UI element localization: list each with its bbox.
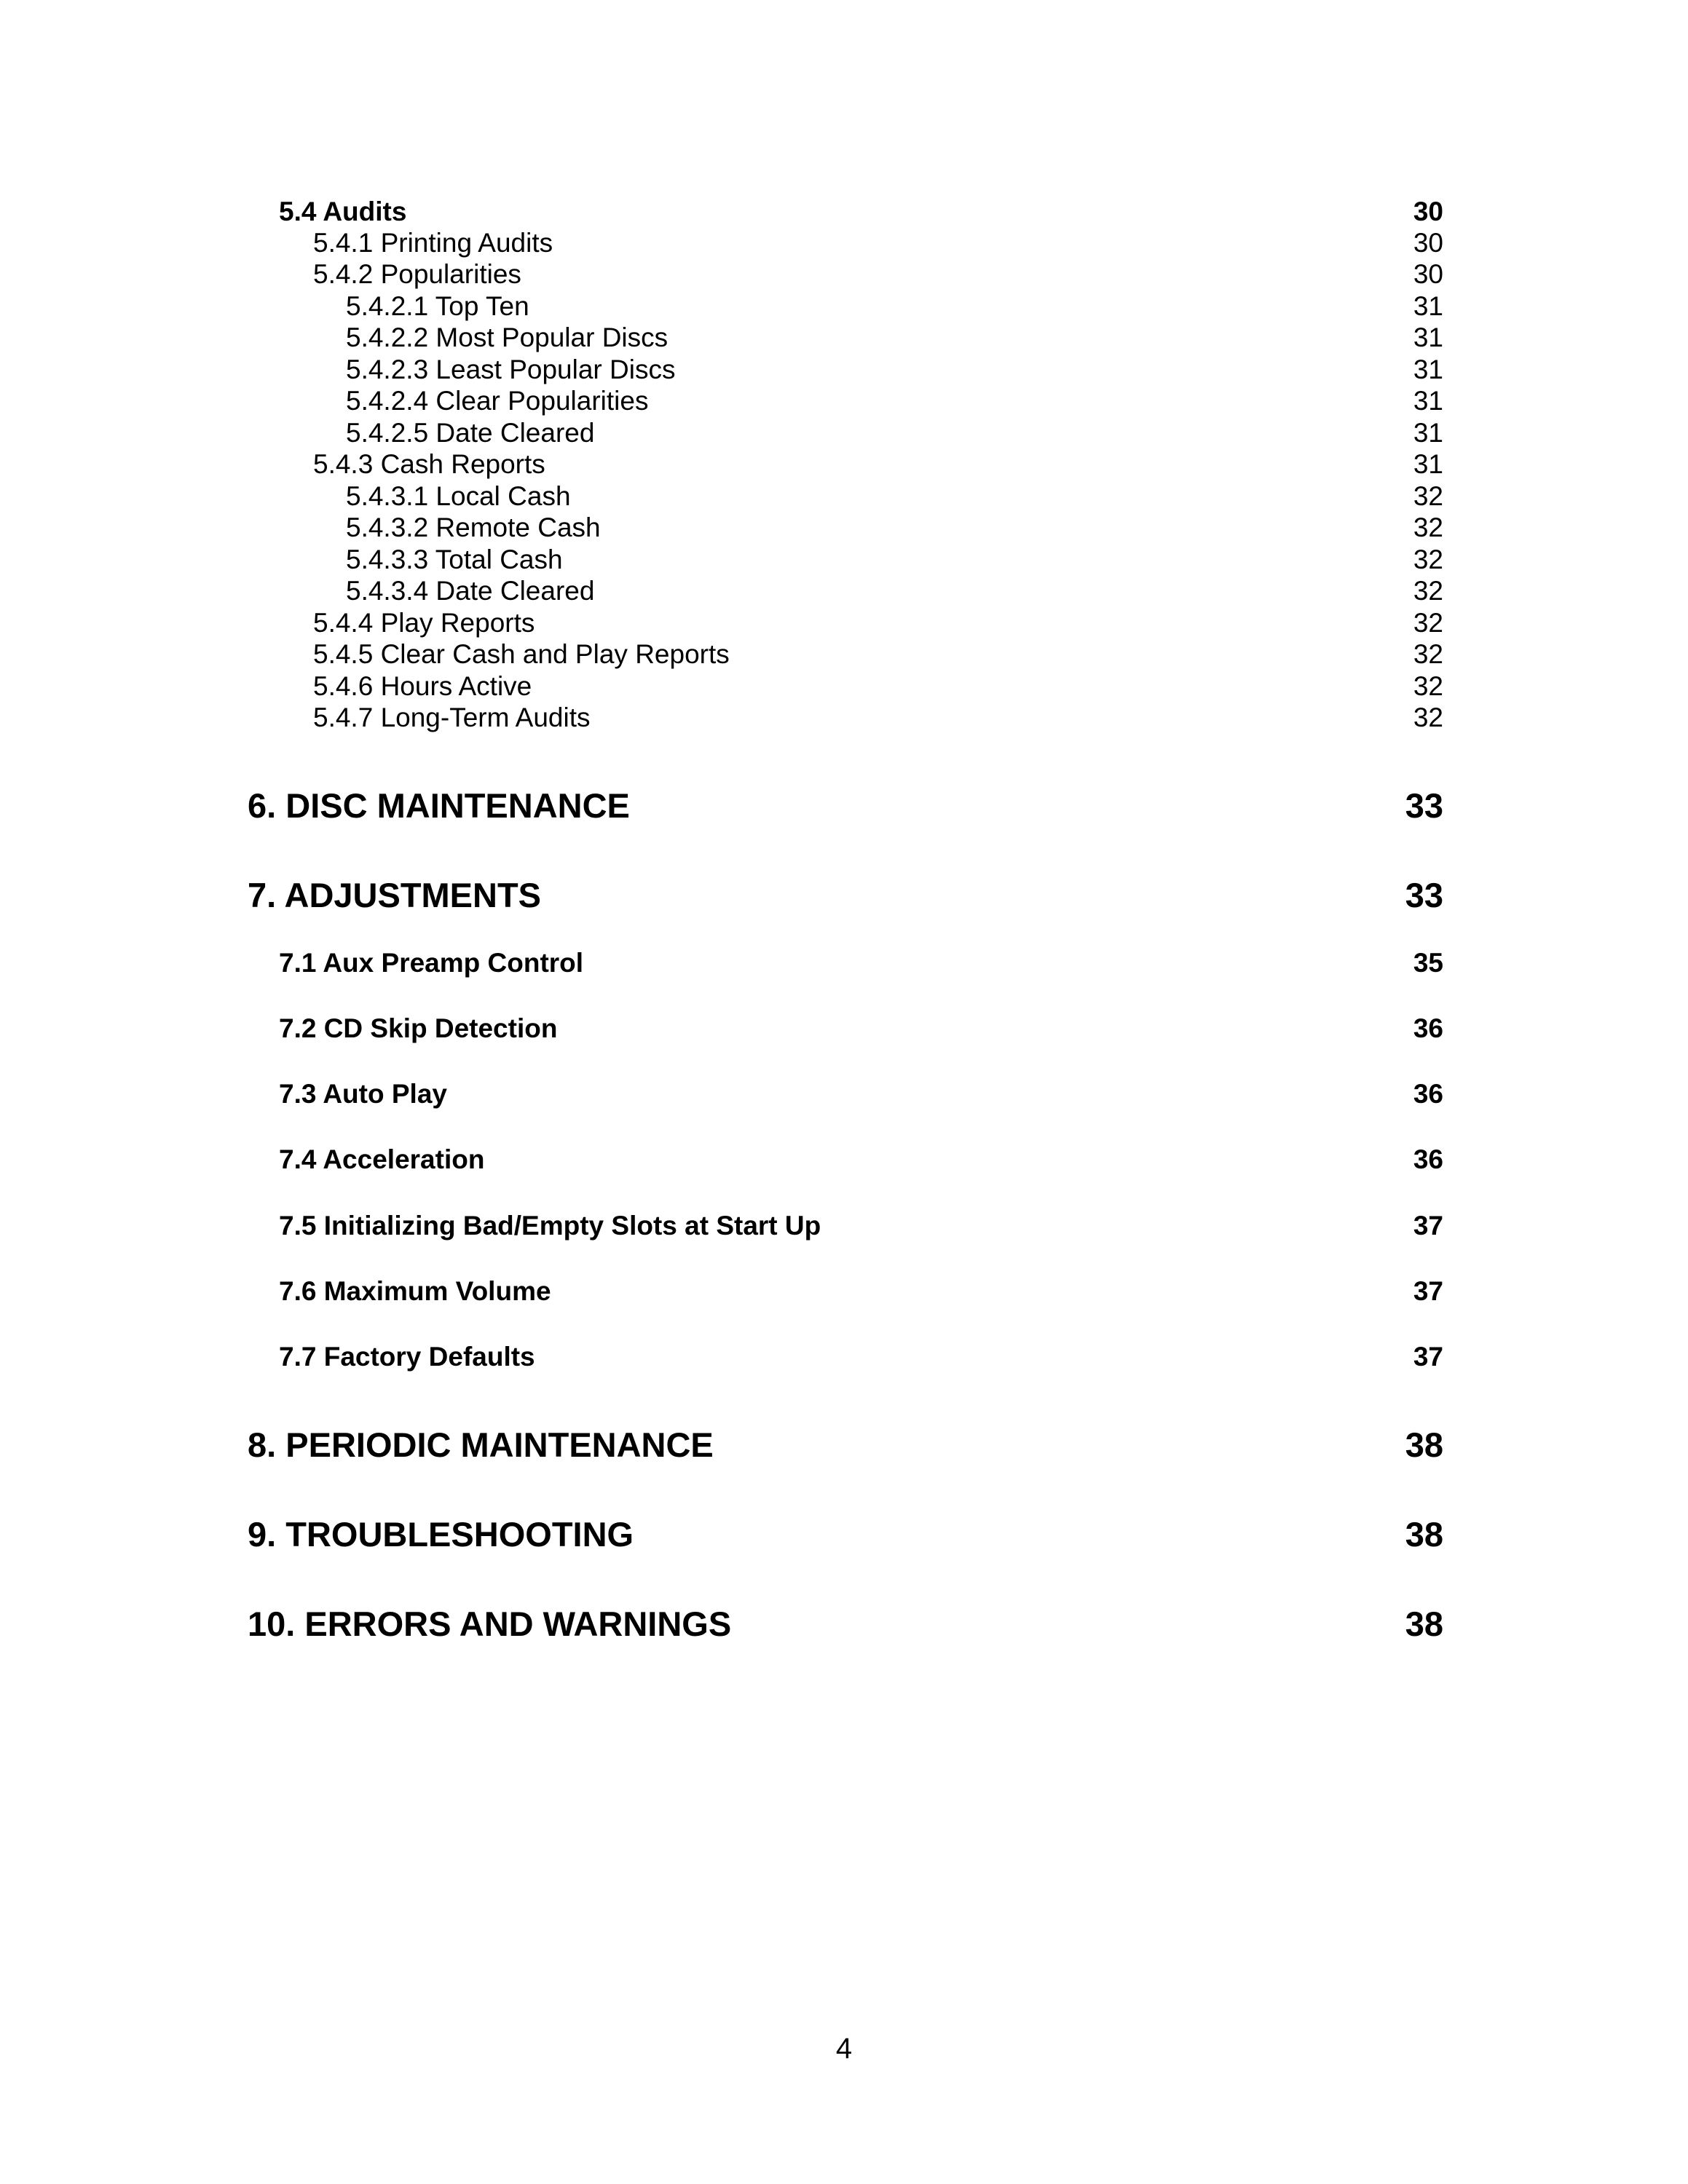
toc-entry-label: 8. PERIODIC MAINTENANCE bbox=[248, 1425, 714, 1464]
toc-entry-7-3 bbox=[0, 1079, 1688, 1123]
toc-entry-page: 35 bbox=[1413, 948, 1443, 978]
toc-entry-label: 5.4.3.4 Date Cleared bbox=[346, 576, 595, 606]
toc-entry-page: 30 bbox=[1413, 259, 1443, 289]
toc-entry-7-7 bbox=[0, 1342, 1688, 1385]
toc-entry-page: 32 bbox=[1413, 481, 1443, 511]
toc-entry-label: 9. TROUBLESHOOTING bbox=[248, 1515, 634, 1554]
toc-entry-label: 5.4.2.2 Most Popular Discs bbox=[346, 323, 669, 352]
toc-entry-label: 5.4.2.3 Least Popular Discs bbox=[346, 355, 676, 384]
toc-entry-label: 5.4.3.1 Local Cash bbox=[346, 481, 571, 511]
page-number: 4 bbox=[835, 2033, 853, 2065]
toc-entry-label: 5.4 Audits bbox=[279, 197, 407, 226]
toc-entry-7-5 bbox=[0, 1211, 1688, 1254]
toc-entry-page: 32 bbox=[1413, 671, 1443, 701]
toc-entry-page: 32 bbox=[1413, 576, 1443, 606]
toc-entry-label: 7.3 Auto Play bbox=[279, 1079, 447, 1109]
toc-entry-label: 5.4.3 Cash Reports bbox=[313, 449, 545, 479]
toc-entry-page: 31 bbox=[1413, 323, 1443, 352]
toc-entry-page: 37 bbox=[1413, 1211, 1443, 1241]
toc-entry-page: 30 bbox=[1413, 228, 1443, 258]
toc-entry-page: 32 bbox=[1413, 639, 1443, 669]
toc-entry-page: 33 bbox=[1405, 786, 1443, 825]
toc-entry-label: 7.5 Initializing Bad/Empty Slots at Start Up bbox=[279, 1211, 821, 1241]
toc-entry-label: 7.2 CD Skip Detection bbox=[279, 1013, 558, 1043]
toc-entry-label: 10. ERRORS AND WARNINGS bbox=[248, 1605, 732, 1643]
toc-entry-label: 7.6 Maximum Volume bbox=[279, 1276, 551, 1306]
toc-entry-page: 37 bbox=[1413, 1276, 1443, 1306]
toc-entry-page: 30 bbox=[1413, 197, 1443, 226]
toc-entry-page: 31 bbox=[1413, 449, 1443, 479]
toc-entry-label: 6. DISC MAINTENANCE bbox=[248, 786, 630, 825]
toc-entry-page: 31 bbox=[1413, 418, 1443, 448]
toc-entry-page: 38 bbox=[1405, 1425, 1443, 1464]
toc-entry-page: 31 bbox=[1413, 291, 1443, 321]
toc-entry-page: 36 bbox=[1413, 1013, 1443, 1043]
toc-entry-page: 38 bbox=[1405, 1605, 1443, 1643]
toc-entry-7 bbox=[0, 875, 1688, 919]
toc-entry-page: 33 bbox=[1405, 876, 1443, 914]
toc-entry-9 bbox=[0, 1514, 1688, 1558]
toc-entry-page: 32 bbox=[1413, 513, 1443, 542]
toc-entry-label: 5.4.2.5 Date Cleared bbox=[346, 418, 595, 448]
toc-entry-label: 5.4.5 Clear Cash and Play Reports bbox=[313, 639, 730, 669]
toc-entry-label: 7. ADJUSTMENTS bbox=[248, 876, 542, 914]
toc-entry-7-2 bbox=[0, 1013, 1688, 1057]
toc-entry-7-4 bbox=[0, 1144, 1688, 1188]
toc-entry-label: 5.4.4 Play Reports bbox=[313, 608, 535, 638]
toc-entry-label: 5.4.6 Hours Active bbox=[313, 671, 532, 701]
toc-entry-page: 32 bbox=[1413, 608, 1443, 638]
toc-entry-page: 36 bbox=[1413, 1079, 1443, 1109]
toc-entry-label: 5.4.3.2 Remote Cash bbox=[346, 513, 601, 542]
toc-entry-10 bbox=[0, 1604, 1688, 1647]
toc-entry-page: 32 bbox=[1413, 545, 1443, 574]
toc-entry-page: 38 bbox=[1405, 1515, 1443, 1554]
toc-entry-label: 5.4.2 Popularities bbox=[313, 259, 521, 289]
toc-entry-label: 5.4.1 Printing Audits bbox=[313, 228, 553, 258]
toc-entry-label: 7.7 Factory Defaults bbox=[279, 1342, 535, 1372]
toc-entry-label: 7.1 Aux Preamp Control bbox=[279, 948, 584, 978]
toc-entry-page: 36 bbox=[1413, 1144, 1443, 1174]
toc-entry-7-6 bbox=[0, 1276, 1688, 1320]
toc-entry-6 bbox=[0, 786, 1688, 829]
toc-entry-page: 31 bbox=[1413, 386, 1443, 416]
toc-entry-label: 5.4.3.3 Total Cash bbox=[346, 545, 563, 574]
toc-entry-label: 7.4 Acceleration bbox=[279, 1144, 485, 1174]
toc-entry-page: 32 bbox=[1413, 703, 1443, 732]
toc-entry-5-4-7 bbox=[0, 703, 1688, 746]
toc-entry-7-1 bbox=[0, 948, 1688, 992]
toc-entry-label: 5.4.2.1 Top Ten bbox=[346, 291, 529, 321]
toc-entry-page: 31 bbox=[1413, 355, 1443, 384]
toc-entry-label: 5.4.2.4 Clear Popularities bbox=[346, 386, 649, 416]
toc-entry-8 bbox=[0, 1425, 1688, 1468]
toc-entry-label: 5.4.7 Long-Term Audits bbox=[313, 703, 591, 732]
toc-entry-page: 37 bbox=[1413, 1342, 1443, 1372]
